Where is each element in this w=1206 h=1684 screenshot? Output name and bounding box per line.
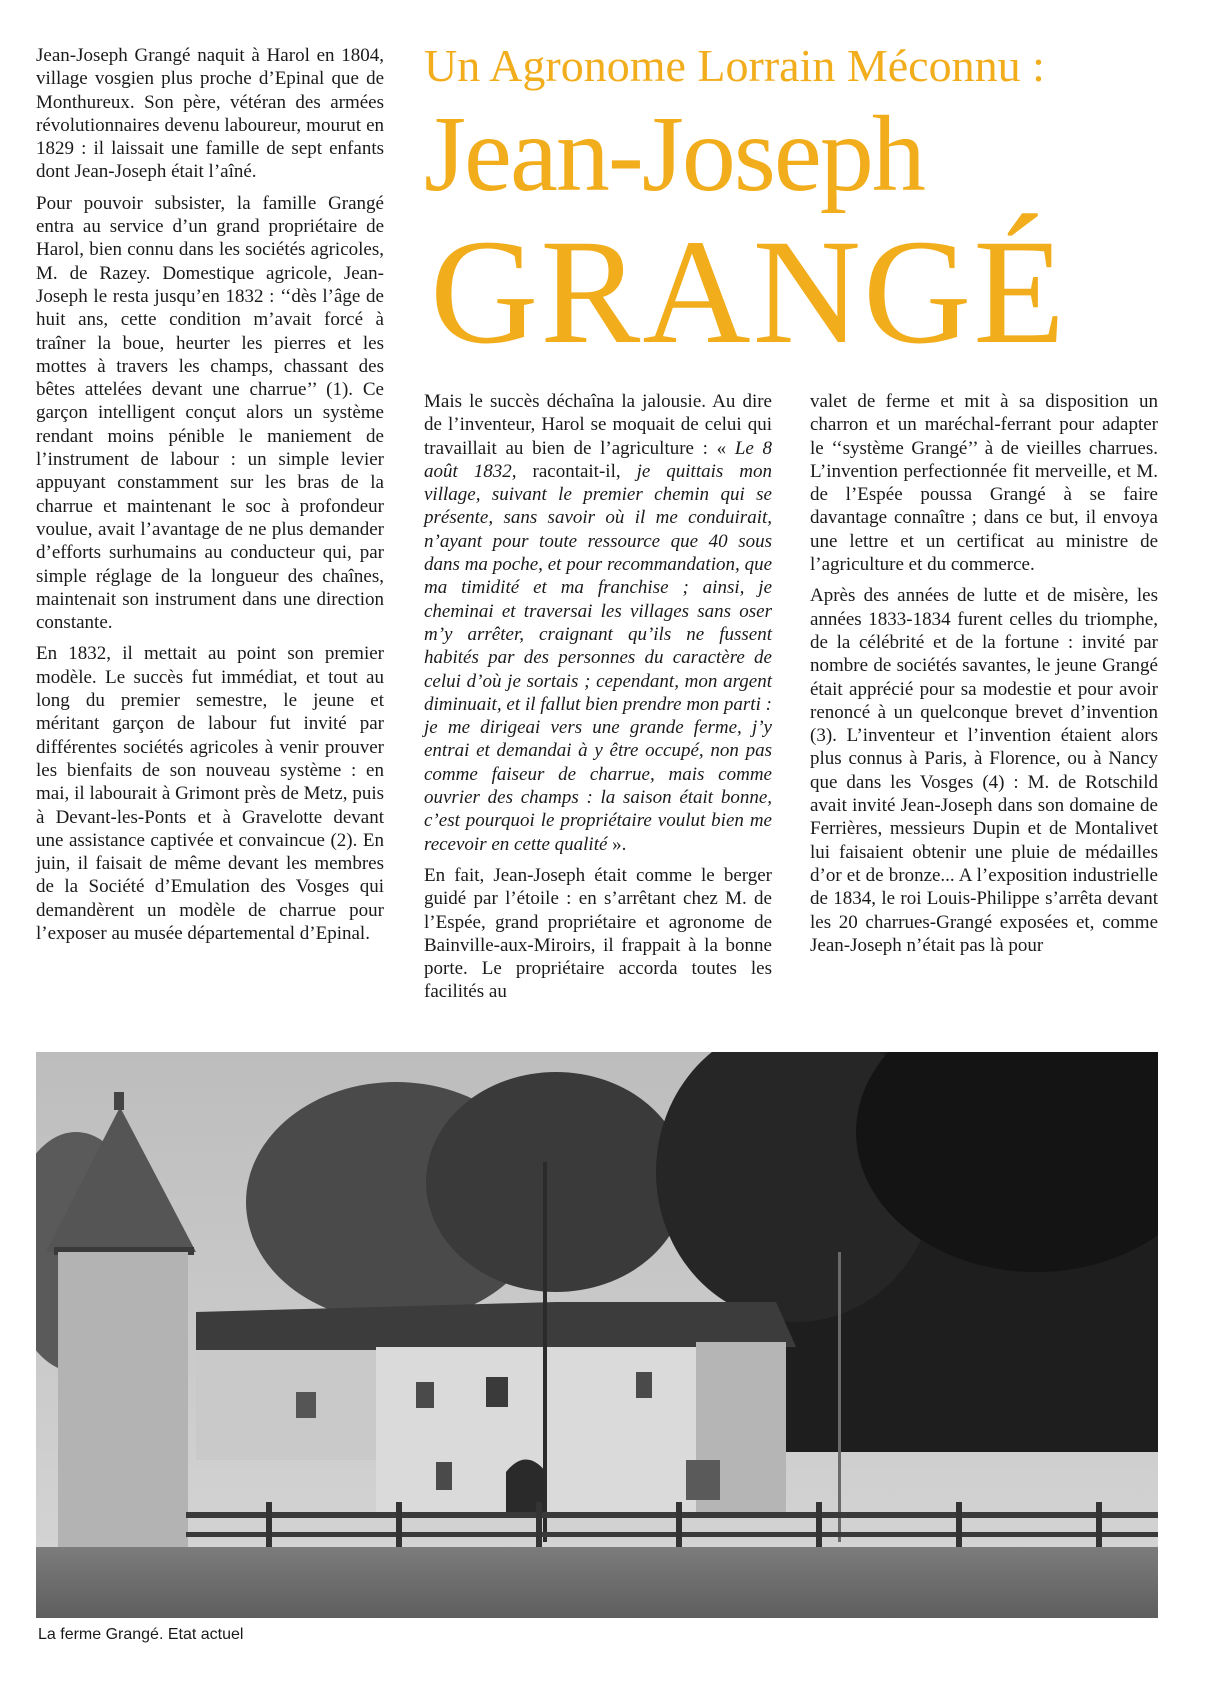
paragraph-quote	[424, 390, 772, 856]
text-column-3	[810, 390, 1158, 965]
paragraph: Après des années de lutte et de misère, les années 1833-1834 furent celles du triomphe, de la célébrité et de la fortune : invité par nombre de sociétés savantes, le jeune Grangé était apprécié pour sa modestie et pour avoir renoncé à un quelconque brevet d’invention (3). L’inventeur et l’invention étaient alors plus connus à Paris, à Florence, ou à Nancy que dans les Vosges (4) : M. de Rotschild avait invité Jean-Joseph dans son domaine de Ferrières, messieurs Dupin et de Montalivet lui faisaient obtenir une pluie de médailles d’or et de bronze... A l’exposition industrielle de 1834, le roi Louis-Philippe s’arrêta devant les 20 charrues-Grangé exposées et, comme Jean-Joseph n’était pas là pour	[810, 585, 1158, 956]
quote-body: je quittais mon village, suivant le premier chemin qui se présente, sans savoir où il me conduirait, n’ayant pour toute ressource que 40 sous dans ma poche, et pour recommandation, que ma timidité et ma franchise ; ainsi, je cheminai et traversai les villages sans oser m’y arrêter, craignant qu’ils ne fussent habités par des personnes du caractère de celui d’où je sortais ; cependant, mon argent diminuait, et il fallut bien prendre mon parti : je me dirigeai vers une grande ferme, j’y entrai et demandai à y être occupé, non pas comme faiseur de charrue, mais comme ouvrier des champs : la saison était bonne, c’est pourquoi le propriétaire voulut bien me recevoir en cette qualité	[424, 460, 772, 855]
paragraph: En fait, Jean-Joseph était comme le berger guidé par l’étoile : en s’arrêtant chez M. de l’Espée, grand propriétaire et agronome de Bainville-aux-Miroirs, il frappait à la bonne porte. Le propriétaire accorda toutes les facilités au	[424, 864, 772, 1003]
quote-end: ».	[607, 833, 627, 855]
quote-attribution: racontait-il,	[516, 460, 637, 482]
farm-photo-illustration	[36, 1052, 1158, 1618]
paragraph: valet de ferme et mit à sa disposition un charron et un maréchal-ferrant pour adapter le ‘‘système Grangé’’ à de vieilles charrues. L’invention perfectionnée fit merveille, et M. de l’Espée poussa Grangé à se faire davantage connaître ; dans ce but, il envoya une lettre et un certificat au ministre de l’agriculture et du commerce.	[810, 391, 1158, 576]
article-kicker: Un Agronome Lorrain Méconnu :	[424, 40, 1045, 91]
quote-intro: Mais le succès déchaîna la jalousie. Au dire de l’inventeur, Harol se moquait de celui qui travaillait au bien de l’agriculture : «	[424, 391, 772, 459]
text-column-2	[424, 390, 772, 1012]
article-title-surname: GRANGÉ	[430, 209, 1067, 375]
farm-photo	[36, 1052, 1158, 1618]
paragraph: Jean-Joseph Grangé naquit à Harol en 1804, village vosgien plus proche d’Epinal que de Monthureux. Son père, vétéran des armées révolutionnaires devenu laboureur, mourut en 1829 : il laissait une famille de sept enfants dont Jean-Joseph était l’aîné.	[36, 45, 384, 183]
quote-date: Le 8 août 1832,	[424, 437, 772, 482]
paragraph: Pour pouvoir subsister, la famille Grangé entra au service d’un grand propriétaire de Harol, bien connu dans les sociétés agricoles, M. de Razey. Domestique agricole, Jean-Joseph le resta jusqu’en 1832 : ‘‘dès l’âge de huit ans, cette condition m’avait forcé à traîner la boue, heurter les pierres et les mottes à travers les champs, chassant des bêtes attelées devant une charrue’’ (1). Ce garçon intelligent conçut alors un système rendant moins pénible le maniement de l’instrument de labour : un simple levier appuyant constamment sur les bras de la charrue et maintenant le soc à profondeur voulue, avait l’avantage de ne plus demander d’efforts surhumains au conducteur qui, par simple réglage de la longueur des chaînes, maintenait son instrument dans une direction constante.	[36, 192, 384, 634]
paragraph: En 1832, il mettait au point son premier modèle. Le succès fut immédiat, et tout au long du premier semestre, le jeune et méritant garçon de labour fut invité par différentes sociétés agricoles à venir prouver les bienfaits de son nouveau système : en mai, il labourait à Grimont près de Metz, puis à Devant-les-Ponts et à Gravelotte devant une assistance captivée et convaincue (2). En juin, il faisait de même devant les membres de la Société d’Emulation des Vosges qui demandèrent un modèle de charrue pour l’exposer au musée départemental d’Epinal.	[36, 643, 384, 944]
text-column-1	[36, 44, 384, 953]
photo-caption: La ferme Grangé. Etat actuel	[38, 1626, 244, 1643]
article-title-first-name: Jean-Joseph	[424, 95, 924, 214]
